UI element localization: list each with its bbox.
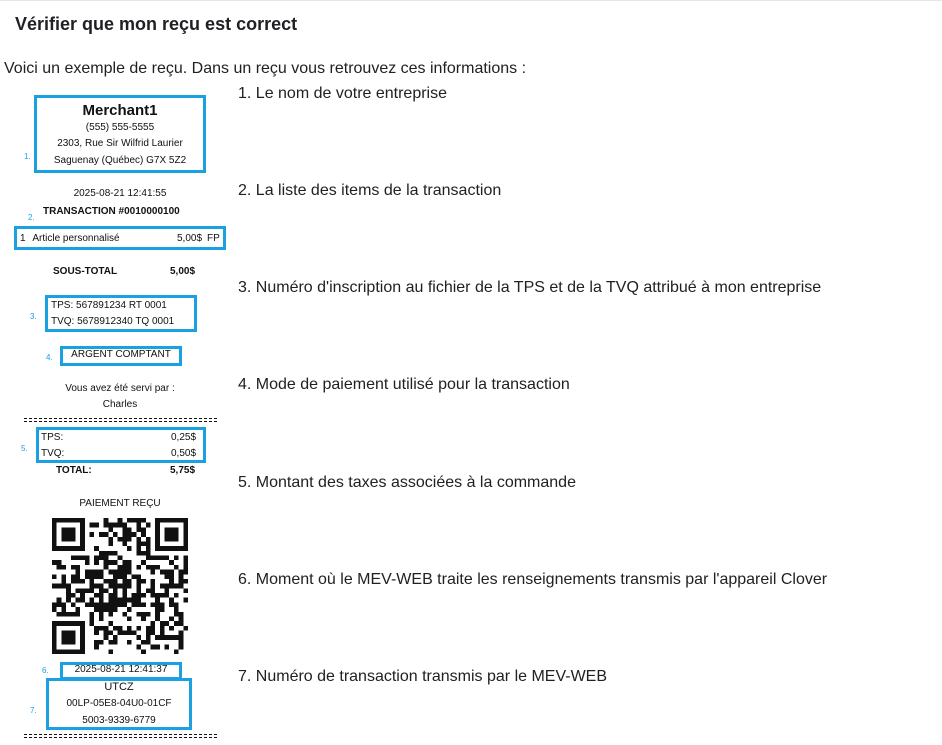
- mev-transaction-line2: 5003-9339-6779: [82, 715, 156, 726]
- separator-2: [24, 734, 217, 738]
- explanation-3: 3. Numéro d'inscription au fichier de la TPS et de la TVQ attribué à mon entreprise: [238, 279, 822, 296]
- item-qty: 1: [20, 233, 26, 244]
- served-by-name: Charles: [102, 399, 138, 410]
- explanation-4: 4. Mode de paiement utilisé pour la transaction: [238, 376, 570, 393]
- explanation-1: 1. Le nom de votre entreprise: [238, 85, 448, 102]
- receipt-datetime: 2025-08-21 12:41:55: [73, 188, 167, 199]
- marker-5: 5.: [21, 444, 28, 453]
- marker-6: 6.: [42, 666, 49, 675]
- item-name: Article personnalisé: [32, 233, 120, 244]
- qr-code-icon: [52, 518, 188, 654]
- tps-value: 0,25$: [171, 432, 197, 443]
- mev-transaction-line1: 00LP-05E8-04U0-01CF: [66, 698, 172, 709]
- explanation-7: 7. Numéro de transaction transmis par le MEV-WEB: [238, 668, 608, 685]
- explanation-5: 5. Montant des taxes associées à la commande: [238, 474, 576, 491]
- total-label: TOTAL:: [56, 465, 92, 476]
- intro-text: Voici un exemple de reçu. Dans un reçu vous retrouvez ces informations :: [4, 60, 527, 77]
- merchant-name: Merchant1: [82, 102, 158, 119]
- timezone: UTCZ: [104, 681, 134, 693]
- tvq-number: TVQ: 5678912340 TQ 0001: [51, 316, 175, 327]
- tps-label: TPS:: [41, 432, 64, 443]
- marker-4: 4.: [46, 353, 53, 362]
- tps-number: TPS: 567891234 RT 0001: [51, 300, 167, 311]
- marker-1: 1.: [24, 152, 31, 161]
- marker-2: 2.: [28, 213, 35, 222]
- subtotal-label: SOUS-TOTAL: [53, 266, 118, 277]
- receipt-transaction-number: TRANSACTION #0010000100: [43, 206, 180, 217]
- total-value: 5,75$: [170, 465, 196, 476]
- item-line: [20, 233, 220, 244]
- marker-3: 3.: [30, 312, 37, 321]
- tvq-value: 0,50$: [171, 448, 197, 459]
- mev-datetime: 2025-08-21 12:41:37: [74, 664, 168, 675]
- item-code: FP: [207, 233, 220, 244]
- separator-1: [24, 418, 217, 422]
- item-amount: 5,00$: [177, 233, 203, 244]
- merchant-phone: (555) 555-5555: [85, 122, 155, 133]
- receipt-image: [14, 92, 226, 742]
- tvq-label: TVQ:: [41, 448, 65, 459]
- top-divider: [0, 0, 942, 1]
- payment-received-label: PAIEMENT REÇU: [79, 498, 161, 509]
- page-title: Vérifier que mon reçu est correct: [15, 14, 298, 34]
- payment-method: ARGENT COMPTANT: [71, 349, 171, 360]
- explanation-2: 2. La liste des items de la transaction: [238, 182, 502, 199]
- merchant-address-line2: Saguenay (Québec) G7X 5Z2: [53, 155, 187, 166]
- served-by-label: Vous avez été servi par :: [65, 383, 175, 394]
- merchant-address-line1: 2303, Rue Sir Wilfrid Laurier: [57, 138, 183, 149]
- marker-7: 7.: [30, 706, 37, 715]
- explanation-6: 6. Moment où le MEV-WEB traite les renseignements transmis par l'appareil Clover: [238, 571, 828, 588]
- subtotal-value: 5,00$: [170, 266, 196, 277]
